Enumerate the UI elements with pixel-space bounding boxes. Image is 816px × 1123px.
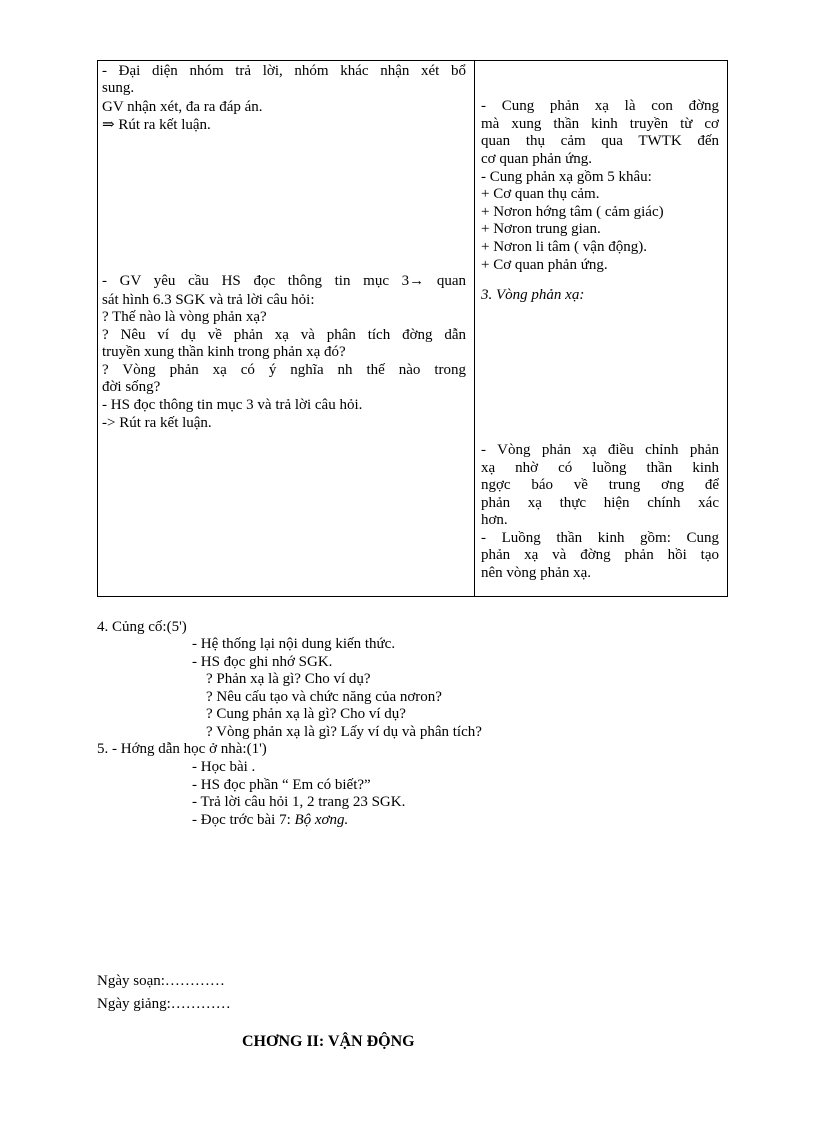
right-line-3: quan thụ cảm qua TWTK đến	[481, 133, 719, 149]
section-5-item-3: - Trả lời câu hỏi 1, 2 trang 23 SGK.	[192, 794, 406, 810]
left-line-12: - HS đọc thông tin mục 3 và trả lời câu hỏi.	[102, 397, 363, 413]
left-line-7: ? Thế nào là vòng phản xạ?	[102, 309, 267, 325]
section-4-item-5: ? Cung phản xạ là gì? Cho ví dụ?	[206, 706, 406, 722]
right-line-13: ngợc báo về trung ơng để	[481, 477, 719, 493]
left-line-5: - GV yêu cầu HS đọc thông tin mục 3→ quan	[102, 273, 466, 289]
left-line-11: đời sống?	[102, 379, 161, 395]
right-line-11: - Vòng phản xạ điều chỉnh phản	[481, 442, 719, 458]
section-5-item-1: - Học bài .	[192, 759, 256, 775]
right-line-6: + Cơ quan thụ cảm.	[481, 186, 600, 202]
right-line-1: - Cung phản xạ là con đờng	[481, 98, 719, 114]
ngay-giang: Ngày giảng:…………	[97, 996, 231, 1012]
left-line-2: sung.	[102, 80, 135, 96]
section-4-item-4: ? Nêu cấu tạo và chức năng của nơron?	[206, 689, 442, 705]
section-4-title: 4. Củng cố:(5')	[97, 619, 187, 635]
left-line-4: ⇒ Rút ra kết luận.	[102, 117, 211, 133]
section-5-title: 5. - Hớng dẫn học ở nhà:(1')	[97, 741, 267, 757]
right-line-9: + Nơron li tâm ( vận động).	[481, 239, 647, 255]
section-4-item-2: - HS đọc ghi nhớ SGK.	[192, 654, 333, 670]
right-line-14: phản xạ thực hiện chính xác	[481, 495, 719, 511]
section-4-item-3: ? Phản xạ là gì? Cho ví dụ?	[206, 671, 371, 687]
ngay-soan: Ngày soạn:…………	[97, 973, 225, 989]
right-line-2: mà xung thần kinh truyền từ cơ	[481, 116, 719, 132]
right-line-4: cơ quan phản ứng.	[481, 151, 593, 167]
column-divider	[474, 61, 475, 596]
section-5-item-4-prefix: - Đọc trớc bài 7:	[192, 812, 295, 828]
right-line-8: + Nơron trung gian.	[481, 221, 601, 237]
right-line-10: + Cơ quan phản ứng.	[481, 257, 608, 273]
section-5-item-4	[192, 812, 348, 830]
right-line-12: xạ nhờ có luồng thần kinh	[481, 460, 719, 476]
section-4-item-1: - Hệ thống lại nội dung kiến thức.	[192, 636, 396, 652]
right-line-15: hơn.	[481, 512, 508, 528]
left-line-6: sát hình 6.3 SGK và trả lời câu hỏi:	[102, 292, 315, 308]
left-line-8: ? Nêu ví dụ về phản xạ và phân tích đờng dẫn	[102, 327, 466, 343]
right-line-5: - Cung phản xạ gồm 5 khâu:	[481, 169, 652, 185]
section-5-item-4-italic: Bộ xơng.	[294, 812, 349, 828]
right-line-7: + Nơron hớng tâm ( cảm giác)	[481, 204, 664, 220]
left-line-1: - Đại diện nhóm trả lời, nhóm khác nhận xét bổ	[102, 63, 466, 79]
left-line-3: GV nhận xét, đa ra đáp án.	[102, 99, 263, 115]
left-line-9: truyền xung thần kinh trong phản xạ đó?	[102, 344, 346, 360]
right-line-18: nên vòng phản xạ.	[481, 565, 591, 581]
left-line-10: ? Vòng phản xạ có ý nghĩa nh thế nào trong	[102, 362, 466, 378]
right-line-16: - Luồng thần kinh gồm: Cung	[481, 530, 719, 546]
section-4-item-6: ? Vòng phản xạ là gì? Lấy ví dụ và phân tích?	[206, 724, 482, 740]
chapter-title: CHƠNG II: VẬN ĐỘNG	[242, 1033, 415, 1050]
left-line-13: -> Rút ra kết luận.	[102, 415, 212, 431]
section-5-item-2: - HS đọc phần “ Em có biết?”	[192, 777, 371, 793]
section-heading: 3. Vòng phản xạ:	[481, 287, 585, 303]
lesson-table	[97, 60, 728, 597]
right-line-17: phản xạ và đờng phản hồi tạo	[481, 547, 719, 563]
